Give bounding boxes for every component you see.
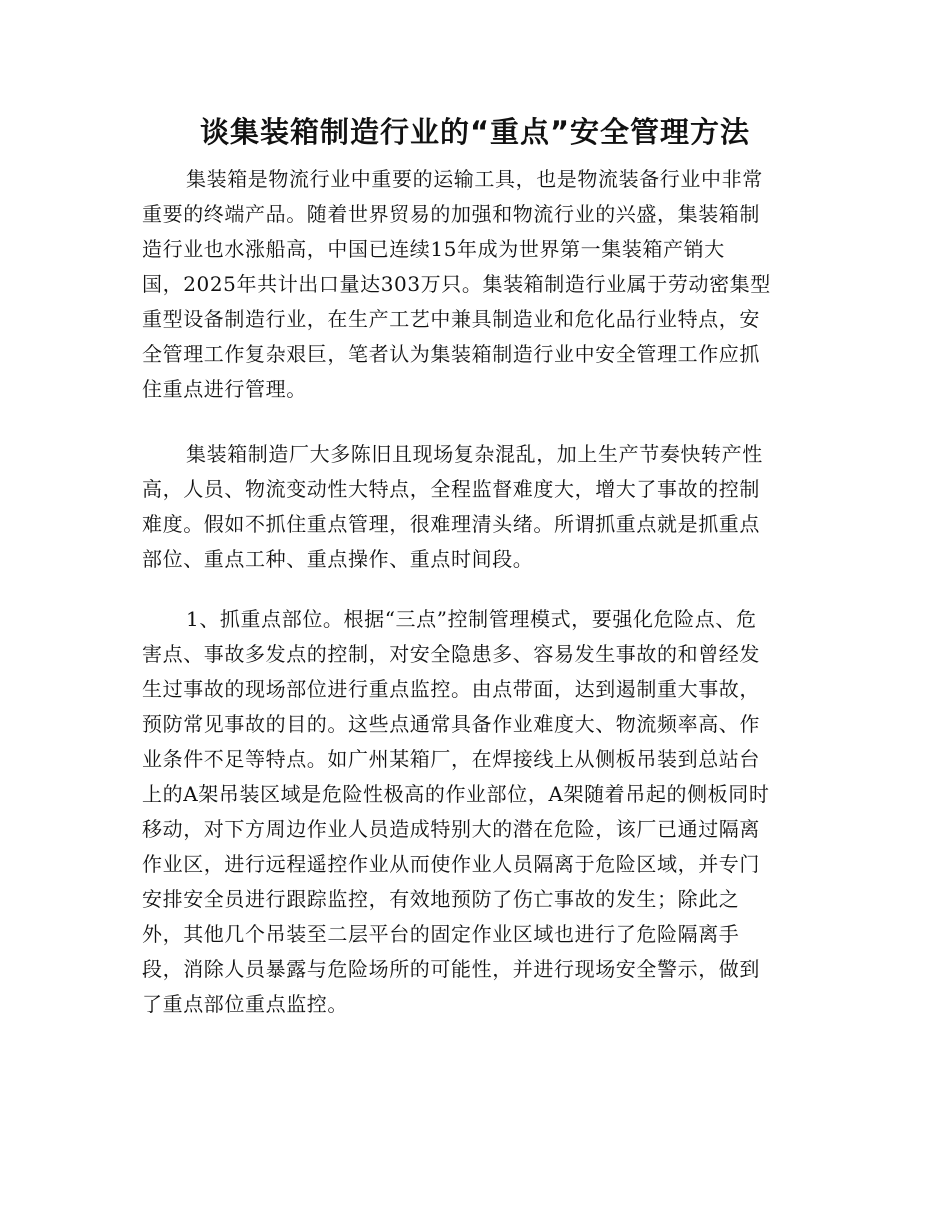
text-line: 1、抓重点部位。根据“三点”控制管理模式，要强化危险点、危 xyxy=(186,607,757,631)
text-line: 国，2025年共计出口量达303万只。集装箱制造行业属于劳动密集型 xyxy=(142,272,771,296)
text-line: 重型设备制造行业，在生产工艺中兼具制造业和危化品行业特点，安 xyxy=(142,307,760,331)
text-line: 了重点部位重点监控。 xyxy=(142,992,348,1016)
text-line: 全管理工作复杂艰巨，笔者认为集装箱制造行业中安全管理工作应抓 xyxy=(142,342,760,366)
text-line: 部位、重点工种、重点操作、重点时间段。 xyxy=(142,547,534,571)
text-line: 移动，对下方周边作业人员造成特别大的潜在危险，该厂已通过隔离 xyxy=(142,817,760,841)
text-line: 害点、事故多发点的控制，对安全隐患多、容易发生事故的和曾经发 xyxy=(142,642,760,666)
text-line: 预防常见事故的目的。这些点通常具备作业难度大、物流频率高、作 xyxy=(142,712,760,736)
text-line: 业条件不足等特点。如广州某箱厂，在焊接线上从侧板吊装到总站台 xyxy=(142,747,760,771)
text-line: 生过事故的现场部位进行重点监控。由点带面，达到遏制重大事故， xyxy=(142,677,760,701)
text-line: 上的A架吊装区域是危险性极高的作业部位，A架随着吊起的侧板同时 xyxy=(142,782,770,806)
text-line: 段，消除人员暴露与危险场所的可能性，并进行现场安全警示，做到 xyxy=(142,957,760,981)
text-line: 集装箱是物流行业中重要的运输工具，也是物流装备行业中非常 xyxy=(186,167,763,191)
text-line: 重要的终端产品。随着世界贸易的加强和物流行业的兴盛，集装箱制 xyxy=(142,202,760,226)
text-line: 住重点进行管理。 xyxy=(142,377,307,401)
text-line: 集装箱制造厂大多陈旧且现场复杂混乱，加上生产节奏快转产性 xyxy=(186,442,763,466)
text-line: 造行业也水涨船高，中国已连续15年成为世界第一集装箱产销大 xyxy=(142,237,725,261)
text-line: 作业区，进行远程遥控作业从而使作业人员隔离于危险区域，并专门 xyxy=(142,852,760,876)
text-line: 难度。假如不抓住重点管理，很难理清头绪。所谓抓重点就是抓重点 xyxy=(142,512,760,536)
paragraph-key-locations xyxy=(142,602,812,1022)
paragraph-intro xyxy=(142,162,812,407)
paragraph-background xyxy=(142,437,812,577)
text-line: 安排安全员进行跟踪监控，有效地预防了伤亡事故的发生；除此之 xyxy=(142,887,740,911)
text-line: 高，人员、物流变动性大特点，全程监督难度大，增大了事故的控制 xyxy=(142,477,760,501)
text-line: 外，其他几个吊装至二层平台的固定作业区域也进行了危险隔离手 xyxy=(142,922,740,946)
document-title: 谈集装箱制造行业的“重点”安全管理方法 xyxy=(199,115,751,149)
